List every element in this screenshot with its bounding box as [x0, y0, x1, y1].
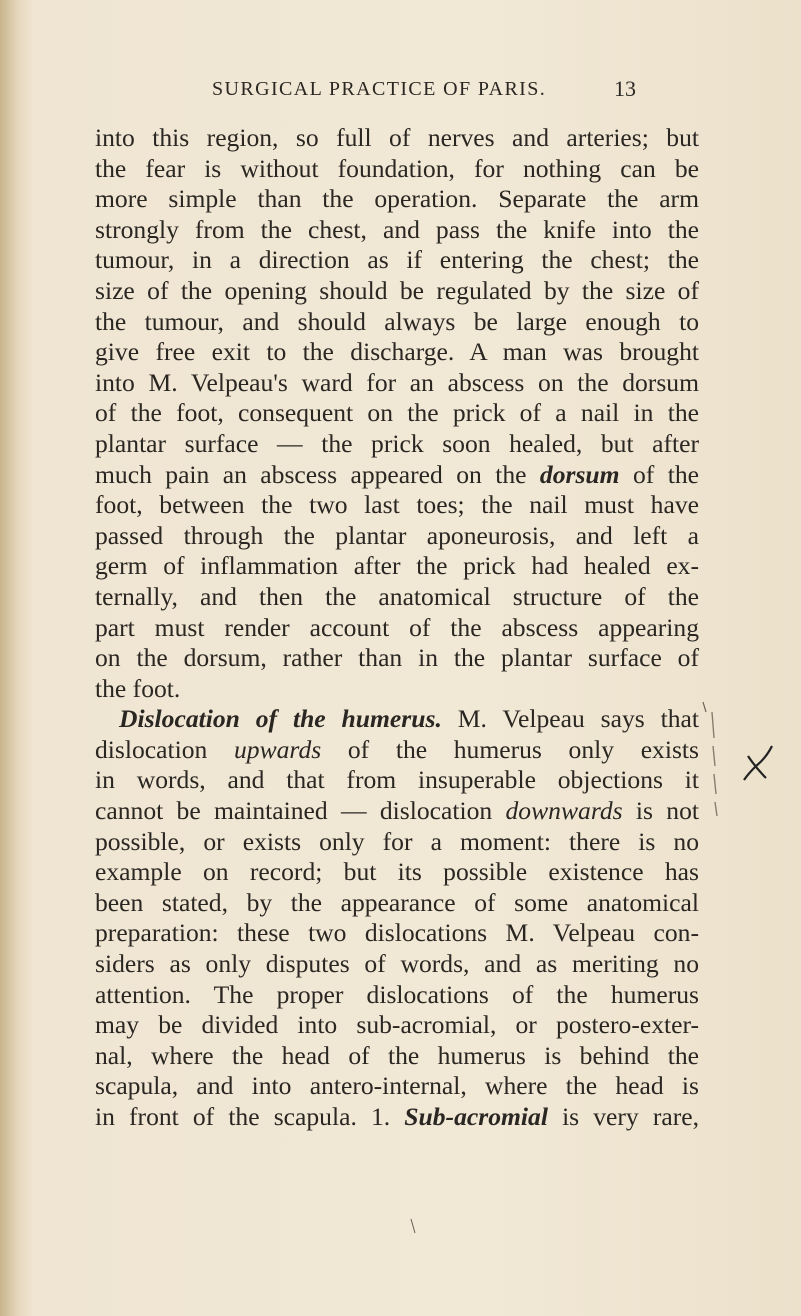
- text-line: ternally, and then the anatomical structure of the: [95, 581, 699, 611]
- text-line: strongly from the chest, and pass the knife into the: [95, 214, 699, 244]
- text-fragment: dislocation: [95, 734, 208, 764]
- text-fragment: of the humerus only exists: [347, 734, 699, 764]
- text-line: give free exit to the discharge. A man was brought: [95, 337, 699, 367]
- section-heading-line: [95, 704, 699, 735]
- text-line: on the dorsum, rather than in the plantar surface of: [95, 643, 699, 673]
- emphasis-upwards: upwards: [233, 734, 322, 764]
- page-header: [0, 76, 801, 106]
- text-line: nal, where the head of the humerus is behind the: [95, 1040, 699, 1070]
- text-line: in words, and that from insuperable objections it: [95, 765, 699, 795]
- text-fragment: much pain an abscess appeared on the: [95, 459, 527, 489]
- text-line: foot, between the two last toes; the nail must have: [95, 490, 699, 520]
- text-line: of the foot, consequent on the prick of a nail in the: [95, 398, 699, 428]
- page-number: 13: [614, 76, 636, 101]
- stray-mark-icon: [410, 1218, 416, 1234]
- text-line: into this region, so full of nerves and arteries; but: [95, 123, 699, 152]
- text-fragment: M. Velpeau says that: [457, 704, 699, 734]
- text-line: the tumour, and should always be large enough to: [95, 306, 699, 336]
- text-line: been stated, by the appearance of some anatomical: [95, 887, 699, 917]
- text-fragment: of the: [633, 459, 699, 489]
- margin-annotation-icon: [700, 698, 780, 818]
- text-line: siders as only disputes of words, and as meriting no: [95, 949, 699, 979]
- text-line: [95, 1102, 699, 1133]
- text-line: may be divided into sub-acromial, or postero-exter-: [95, 1010, 699, 1040]
- emphasis-dorsum: dorsum: [539, 459, 620, 489]
- text-line: passed through the plantar aponeurosis, and left a: [95, 520, 699, 550]
- text-line: plantar surface — the prick soon healed, but after: [95, 428, 699, 458]
- text-line: the fear is without foundation, for nothing can be: [95, 153, 699, 183]
- text-line: [95, 735, 699, 766]
- text-line: the foot.: [95, 673, 181, 703]
- text-fragment: is very rare,: [562, 1102, 700, 1131]
- text-line: scapula, and into antero-internal, where the head is: [95, 1071, 699, 1101]
- text-line: possible, or exists only for a moment: there is no: [95, 826, 699, 856]
- text-line: [95, 796, 699, 827]
- text-line: more simple than the operation. Separate the arm: [95, 184, 699, 214]
- running-head: SURGICAL PRACTICE OF PARIS.: [212, 78, 547, 100]
- text-line: preparation: these two dislocations M. Velpeau con-: [95, 918, 699, 948]
- text-line: [95, 460, 699, 491]
- text-line: germ of inflammation after the prick had healed ex-: [95, 551, 699, 581]
- text-line: example on record; but its possible existence has: [95, 857, 699, 887]
- text-line: into M. Velpeau's ward for an abscess on the dorsum: [95, 367, 699, 397]
- text-fragment: in front of the scapula. 1.: [95, 1102, 391, 1131]
- text-fragment: is not: [635, 796, 699, 826]
- emphasis-sub-acromial: Sub-acromial: [404, 1102, 548, 1131]
- emphasis-downwards: downwards: [505, 796, 623, 826]
- text-fragment: cannot be maintained — dislocation: [95, 796, 493, 826]
- body-text: [95, 123, 699, 1133]
- text-line: size of the opening should be regulated by the size of: [95, 275, 699, 305]
- section-heading: Dislocation of the humerus.: [119, 704, 442, 734]
- text-line: tumour, in a direction as if entering the chest; the: [95, 245, 699, 275]
- text-line: attention. The proper dislocations of the humerus: [95, 979, 699, 1009]
- text-line: part must render account of the abscess appearing: [95, 612, 699, 642]
